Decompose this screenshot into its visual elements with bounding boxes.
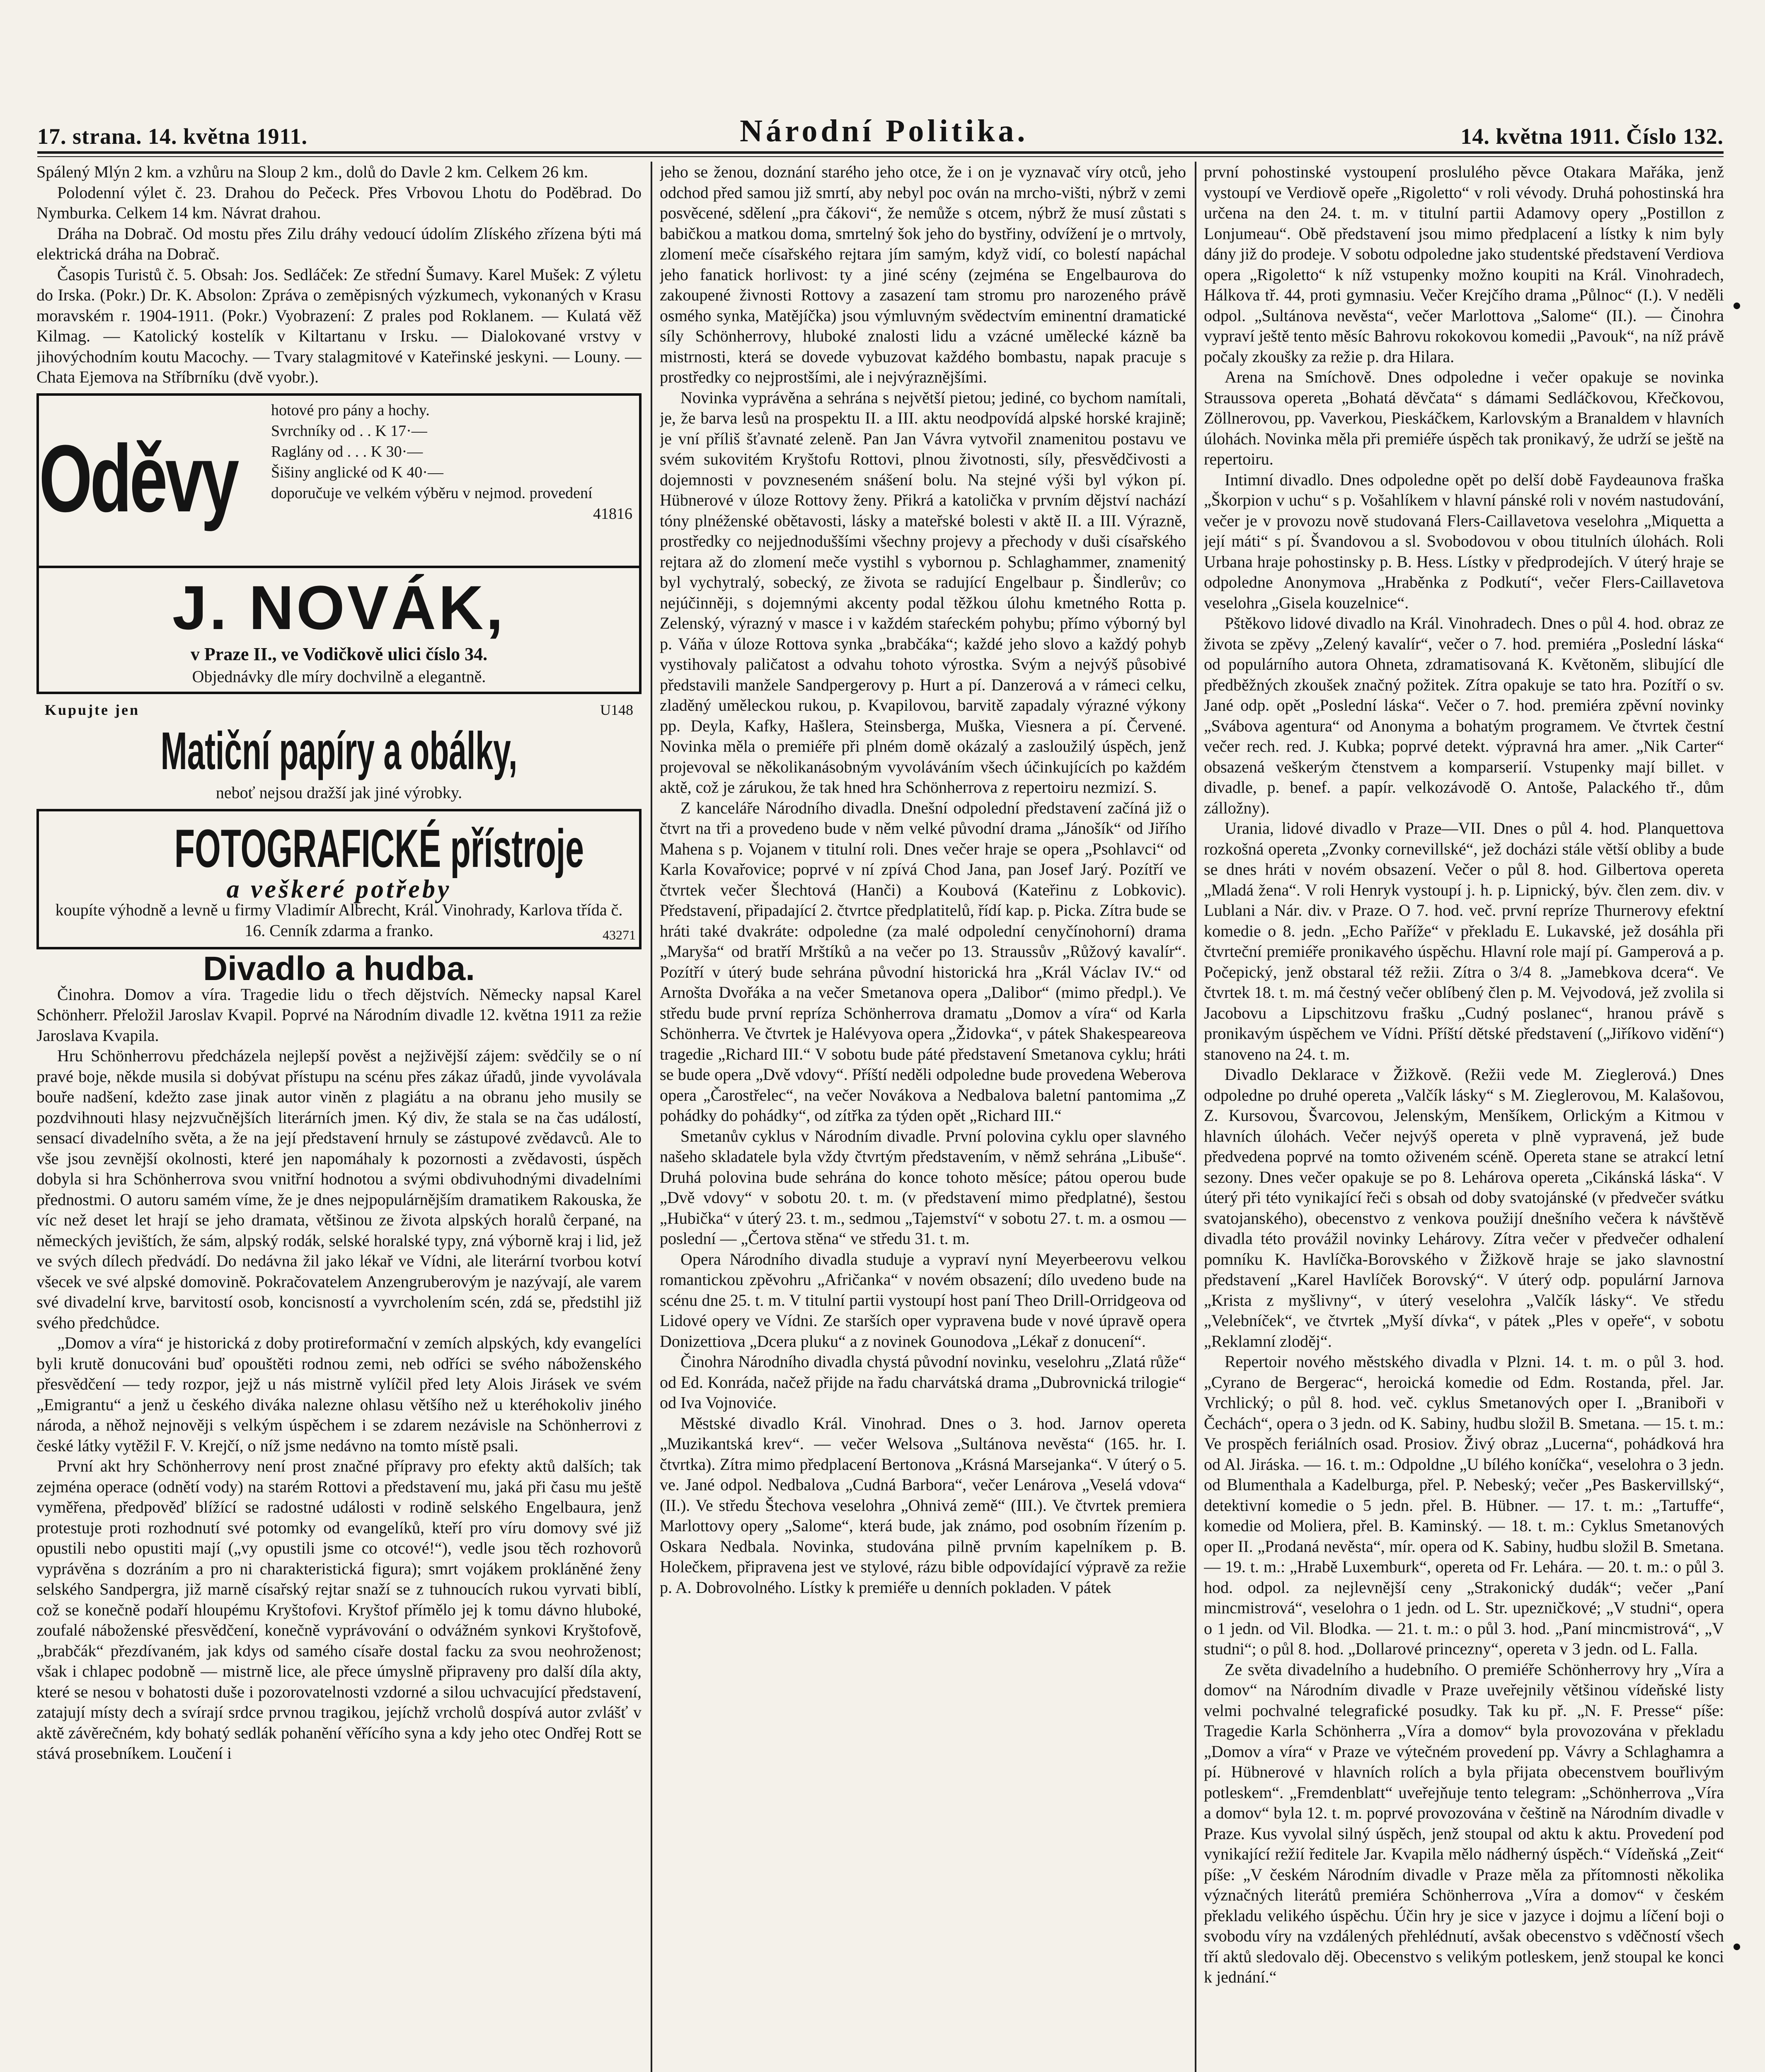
article-paragraph: Repertoir nového městského divadla v Plzni. 14. t. m. o půl 3. hod. „Cyrano de Bergerac“, heroická komedie od Edm. Rostanda, přel. Jar. Vrchlický; o půl 8. hod. več. cyklus Smetanových oper I. „Braniboři v Čechách“, opera o 3 jedn. od K. Sabiny, hudbu složil B. Smetana. — 15. t. m.: Ve prospěch feriálních osad. Prosiov. Živý obraz „Lucerna“, pohádková hra od Al. Jiráska. — 16. t. m.: Odpoldne „U bílého koníčka“, veselohra o 3 jedn. od Blumenthala a Kadelburga, přel. P. Nebeský; večer „Pes Baskervillský“, detektivní komedie o 5 jedn. přel. B. Hübner. — 17. t. m.: „Tartuffe“, komedie od Moliera, přel. B. Kaminský. — 18. t. m.: Cyklus Smetanových oper II. „Prodaná nevěsta“, mír. opera od K. Sabiny, hudbu složil B. Smetana. — 19. t. m.: „Hrabě Luxemburk“, opereta od Fr. Lehára. — 20. t. m.: o půl 3. hod. odpol. za nejlevnější ceny „Strakonický dudák“; večer „Paní mincmistrová“, veselohra o 1 jedn. od L. Str. upezničkové; „V studni“, opera o 1 jedn. od Vil. Blodka. — 21. t. m.: o půl 3. hod. „Paní mincmistrová“, „V studni“; o půl 8. hod. „Dollarové princezny“, opereta v 3 jedn. od L. Falla. — [1204, 1352, 1724, 1658]
article-paragraph: Smetanův cyklus v Národním divadle. První polovina cyklu oper slavného našeho skladatele byla vždy čtvrtým představením, v němž sehrána „Libuše“. Druhá polovina bude sehrána do konce tohoto měsíce; pátou operou bude „Dvě vdovy“ v sobotu 20. t. m. (v představení mimo předplatné), šestou „Hubička“ v úterý 23. t. m., sedmou „Tajemství“ v sobotu 27. t. m. a osmou — poslední — „Čertova stěna“ ve středu 31. t. m. — [660, 1126, 1186, 1248]
header-rule-thin — [37, 156, 1724, 157]
article-paragraph: Městské divadlo Král. Vinohrad. Dnes o 3. hod. Jarnov opereta „Muzikantská krev“. — večer Welsova „Sultánova nevěsta“ (165. hr. I. čtvrtka). Zítra mimo předplacení Bertonova „Krásná Marsejanka“. V úterý o 5. ve. Jané odpol. Nedbalova „Cudná Barbora“, večer Lenárova „Veselá vdova“ (II.). Ve středu Štechova veselohra „Ohnivá země“ (III.). Ve čtvrtek premiera Marlottovy opery „Salome“, která bude, jak známo, pod osobním řízením p. Oskara Nedbala. Novinka, studována pilně prvním kapelníkem p. B. Holečkem, připravena jest ve stylové, rázu bible odpovídající výpravě za režie p. A. Dobrovolného. Lístky k premiéře u denních pokladen. V pátek — [660, 1414, 1186, 1597]
column-separator — [651, 162, 652, 2072]
ad-obalky-number: U148 — [600, 701, 633, 718]
ad-odevy-line: hotové pro pány a hochy. — [271, 401, 430, 419]
article-paragraph: Z kanceláře Národního divadla. Dnešní odpolední představení začíná již o čtvrt na tři a provedeno bude v něm velké původní drama „Jánošík“ od Jiřího Mahena s p. Vojanem v titulní roli. Dnes večer hraje se opera „Psohlavci“ od Karla Kovařovice; poprvé v ní zpívá Chod Jana, pan Josef Jarý. Pozítří ve čtvrtek večer Šlechtová (Hanči) a Koubová (Kateřinu z Lobkovic). Představení, připadající 2. čtvrtce předplatitelů, řídí kap. p. Picka. Zítra bude se hráti také dvakráte: odpoledne (za malé odpolední cenyčínohorní) drama „Maryša“ od bratří Mrštíků a na večer po 13. Straussův „Růžový kavalír“. Pozítří v úterý bude sehrána původní historická hra „Král Václav IV.“ od Arnošta Dvořáka a na večer Smetanova opera „Dalibor“ (mimo předpl.). Ve středu bude první repríza Schönherrova dramatu „Domov a víra“ od Karla Schönherra. Ve čtvrtek je Halévyova opera „Židovka“, v pátek Shakespeareova tragedie „Richard III.“ V sobotu bude páté představení Smetanova cyklu; hráti se bude opera „Dvě vdovy“. Příští neděli odpoledne bude provedena Weberova opera „Čarostřelec“, na večer Novákova a Nedbalova baletní pantomima „Z pohádky do pohádky“, od zítřka za týden opět „Richard III.“ — [660, 798, 1186, 1125]
section-title: Divadlo a hudba. — [203, 950, 475, 988]
ad-obalky-top: Kupujte jen — [45, 701, 140, 718]
article-paragraph: Činohra. Domov a víra. Tragedie lidu o třech dějstvích. Německy napsal Karel Schönherr. Přeložil Jaroslav Kvapil. Poprvé na Národním divadle 12. května 1911 za režie Jaroslava Kvapila. — [36, 985, 642, 1045]
article-paragraph: Hru Schönherrovu předcházela nejlepší pověst a nejživější zájem: svědčily se o ní pravé boje, někde musila si dobývat přístupu na scénu přes zákaz úřadů, jinde vyvolávala bouře nadšení, kdežto zase jinak autor viněn z plagiátu a na obranu jeho musily se pozdvihnouti hlasy nejzvučnějších literárních jmen. Ký div, že stala se na čas událostí, sensací divadelního světa, a že na její představení hrnuly se zástupové zvědavců. Ale to vše jsou zevnější okolnosti, které jen napomáhaly k pozornosti a zvědavosti, úspěch dobyla si hra Schönherrova svou vnitřní hodnotou a svými obdivuhodnými divadelními přednostmi. O autoru samém víme, že je dnes nejpopulárnějším dramatikem Rakouska, že víc než deset let hrají se jeho dramata, většinou ze života alpských horalů čerpané, na německých jevištích, že sám, alpský rodák, selské horalské typy, zná výborně kraj i lid, jež ve svých dílech předvádí. Do nedávna žil jako lékař ve Vídni, ale literární tvorbou kotví všecek ve své alpské domovině. Pokračovatelem Anzengruberovým je nazývají, ale varem své divadelní krve, barvitostí osob, koncisností a vyvrcholením scén, zdá se, předstihl již svého předchůdce. — [36, 1046, 642, 1332]
article-paragraph: Novinka vyprávěna a sehrána s největší pietou; jediné, co bychom namítali, je, že barva lesů na prospektu II. a III. aktu neodpovídá alpské horské krajině; je vní příliš šťavnaté zeleně. Pan Jan Vávra vytvořil znamenitou postavu ve svém sukovitém Kryštofu Rottovi, plnou životnosti, síly, přesvědčivosti a dojemnosti v povzneseném snášení bolu. Na stejné výši byl výkon pí. Hübnerové v úloze Rottovy ženy. Přikrá a katolička v prvním dějství nachází tóny plnéženské obětavosti, lásky a mateřské bolesti v aktě II. a III. Výrazně, prostředky co nejjednoduššími všechny projevy a přechody v duši císařského rejtara až do zlomení meče vystihl s vybornou p. Schlaghammer, znamenitý byl vychytralý, sobecký, ze života se radující Engelbaur p. Šindlerův; co nejúčinněji, s dojemnými akcenty podal těžkou úlohu kmetného Rotta p. Zelenský, výrazný v masce i v každém staŕeckém pohybu; přímo výborný byl p. Váňa v úloze Rottova synka „brabčáka“; každé jeho slovo a každý pohyb vystihovaly paličatost a odvahu tohoto výrostka. Svým a nejvýš působivé představili manžele Sandpergerovy p. Hurt a pí. Danzerová a v rámeci celku, zladěný uměleckou rukou, p. Kvapilovou, barvitě zapadaly výrazné výkony pp. Deyla, Kafky, Hašlera, Steinsberga, Muška, Viesnera a pí. Červené. Novinka měla o premiéře při plném domě okázalý a zasloužilý úspěch, jenž projevoval se několikanásobným vyvoláváním všech účinkujících po každém aktě, což je zárukou, že tak hned hra Schönherrova z repertoiru nezmizí. S. — [660, 388, 1186, 796]
ad-odevy-number: 41816 — [593, 505, 632, 523]
column-2 — [660, 162, 1186, 2072]
header-rule — [37, 151, 1724, 154]
ad-odevy — [36, 393, 642, 694]
ad-foto-subheading: a veškeré potřeby — [226, 875, 452, 903]
article-paragraph: Ze světa divadelního a hudebního. O premiéře Schönherrovy hry „Víra a domov“ na Národním divadle v Praze uveřejnily většinou vídeňské listy velmi pochvalné telegrafické posudky. Tak ku př. „N. F. Presse“ píše: Tragedie Karla Schönherra „Víra a domov“ byla provozována v překladu „Domov a víra“ v Praze ve výtečném provedení pp. Vávry a Schlaghamra a pí. Hübnerové v hlavních rolích a byla přijata obecenstvem bouřlivým potleskem“. „Fremdenblatt“ uveřejňuje tento telegram: „Schönherrova „Víra a domov“ byla 12. t. m. poprvé provozována v češtině na Národním divadle v Praze. Kus vyvolal silný úspěch, jenž stoupal od aktu k aktu. Provedení pod vynikající režií ředitele Jar. Kvapila mělo nádherný úspěch.“ Vídeňská „Zeit“ píše: „V českém Národním divadle v Praze měla za přítomnosti několika význačných literátů premiéra Schönherrova „Víra a domov“ v českém překladu velikého úspěchu. Účin hry je sice v jazyce i dojmu a líčení boji o svobodu víry na vzdálených přehlédnutí, avšak obecenstvo s vděčností všech tří aktů sledovalo děj. Obecenstvo s velikým potleskem, jenž stoupal ke konci k jednání.“ — [1204, 1660, 1724, 1986]
ad-foto-number: 43271 — [603, 927, 636, 942]
column-3 — [1204, 162, 1724, 2072]
column-separator — [1195, 162, 1196, 2072]
page-header — [37, 112, 1724, 149]
ad-odevy-price-list — [271, 396, 639, 566]
trip-line: Dráha na Dobrač. Od mostu přes Zilu dráhy vedoucí údolím Zlíského zřízena býti má elektrická dráha na Dobrač. — [36, 224, 642, 263]
masthead-title: Národní Politika. — [740, 114, 1029, 148]
article-paragraph: Urania, lidové divadlo v Praze—VII. Dnes o půl 4. hod. Planquettova rozkošná opereta „Zvonky cornevillské“, jež docházi stále větší obliby a bude se dnes hráti v novém obsazení. Večer o půl 8. hod. Gilbertova opereta „Mladá žena“. V roli Henryk vystoupí j. h. p. Lipnický, býv. člen zem. div. v Lublani a Nár. div. v Praze. O 7. hod. več. první repríze Thurnerovy efektní komedie o 8. jedn. „Echo Paříže“ v překladu E. Lukavské, jež dosáhla při čtvrteční premiéře pronikavého úspěchu. Hlavní role mají pí. Gamperová a p. Počepický, jenž obstaral též režii. Zítra o 3/4 8. „Jamebkova dcera“. Ve čtvrtek 18. t. m. má čestný večer oblíbený člen p. M. Vejvodová, jež zvolila si Jacobovu a Lipschitzovu frašku „Cudný poslanec“, hranou právě s pronikavým úspěchem ve Vídni. Příští dětské představení („Jiříkovo vidění“) stanoveno na 24. t. m. — [1204, 819, 1724, 1063]
ad-odevy-line: Šišiny anglické od K 40·— — [271, 463, 443, 481]
article-paragraph: Pštěkovo lidové divadlo na Král. Vinohradech. Dnes o půl 4. hod. obraz ze života se zpěvy „Zelený kavalír“, večer o 7. hod. premiéra „Poslední láska“ od populárního autora Ohneta, zdramatisovaná K. Květoněm, slibující dle předběžných zkoušek značný požitek. Zítra opakuje se tato hra. Pozítří o sv. Jané odp. opět „Poslední láska“. Večer o 7. hod. premiéra zpěvní novinky „Svábova agentura“ od Anonyma a bohatým programem. Ve čtvrtek čestní večer rech. red. J. Kubka; poprvé detekt. výpravná hra amer. „Nik Carter“ obsazená veškerým čtenstvem a komparserií. Vstupenky mají billet. v divadle, p. benef. a papír. velkozávodě O. Antoše, Palackého tř., dům zálložny). — [1204, 614, 1724, 817]
ad-obalky-heading: Matiční papíry a obálky, — [160, 721, 518, 781]
trip-line: Polodenní výlet č. 23. Drahou do Pečeck. Přes Vrbovou Lhotu do Poděbrad. Do Nymburka. Celkem 14 km. Návrat drahou. — [36, 183, 642, 222]
margin-mark — [1734, 1944, 1740, 1950]
ad-obalky-bottom: neboť nejsou dražší jak jiné výrobky. — [215, 783, 462, 802]
article-paragraph: Arena na Smíchově. Dnes odpoledne i večer opakuje se novinka Straussova opereta „Bohatá děvčata“ s dámami Sedláčkovou, Křečkovou, Zöllnerovou, pp. Vaverkou, Pieskáčkem, Karlovským a Branaldem v hlavních úlohách. Novinka měla při premiéře úspěch tak pronikavý, že udrží se ještě na repertoiru. — [1204, 368, 1724, 468]
margin-mark — [1734, 303, 1740, 309]
article-paragraph: „Domov a víra“ je historická z doby protireformační v zemích alpských, kdy evangelíci byli krutě donucováni buď opouštěti rodnou zemi, neb odříci se svého náboženského přesvědčení — tedy rozpor, jejž u nás mistrně vylíčil před lety Alois Jirásek ve svém „Emigrantu“ a jenž u českého diváka nalezne ohlasu většího než u kteréhokoliv jiného národa, a něhož nejnověji s velkým úspěchem i se zdarem nezávisle na Schönherrovi z české látky vytěžil F. V. Krejčí, o níž jsme nedávno na tomto místě psali. — [36, 1334, 642, 1455]
ad-odevy-line: doporučuje ve velkém výběru v nejmod. provedení — [271, 484, 593, 502]
article-paragraph: Činohra Národního divadla chystá původní novinku, veselohru „Zlatá růže“ od Ed. Konráda, načež přijde na řadu charvátská drama „Dubrovnická trilogie“ od Iva Vojnoviće. — [660, 1352, 1186, 1412]
trip-line: Spálený Mlýn 2 km. a vzhůru na Sloup 2 km., dolů do Davle 2 km. Celkem 26 km. — [36, 162, 588, 181]
trip-line: Časopis Turistů č. 5. Obsah: Jos. Sedláček: Ze střední Šumavy. Karel Mušek: Z výletu do Irska. (Pokr.) Dr. K. Absolon: Zpráva o zeměpisných výzkumech, vykonaných v Krasu moravském r. 1904-1911. (Pokr.) Vyobrazení: Z prales pod Roklanem. — Kulatá věž Kilmag. — Katolický kostelík v Kiltartanu v Irsku. — Dialokované vrstvy v jihovýchodním koutu Macochy. — Tvary stalagmitové v Kateřinské jeskyni. — Louny. — Chata Ejemova na Stříbrníku (dvě vyobr.). — [36, 265, 642, 386]
column-1 — [36, 162, 642, 2072]
article-paragraph: jeho se ženou, doznání starého jeho otce, že i on je vyznavač víry otců, jeho odchod před samou již smrtí, aby nebyl poc ován na mrcho-višti, nýbrž v zemi posvěcené, sdělení „pra čákovi“, že nemůže s otcem, nýbrž že musí zůstati s babičkou a matkou doma, smrtelný šok jeho do bystřiny, odvížení je o mrtvoly, zlomení meče císařského rejtara jím samým, když vidí, co bolestí napáchal jeho fanatick horlivost: ty a jiné scény (zejména se Engelbaurova do zakoupené živnosti Rottovy a zasazení tam stromu pro narozeného právě osmého synka, Matějíčka) jsou výmluvným svědectvím eminentní dramatické síly Schönherrovy, hluboké znalosti lidu a vzácné umělecké kázně ba mistrnosti, která se dovede vybuzovat každého bombastu, napak pracuje s prostředky co nejprostšími, ale i nejvýraznějšími. — [660, 162, 1186, 386]
ad-foto-text: koupíte výhodně a levně u firmy Vladimír Albrecht, Král. Vinohrady, Karlova třída č. 16. Cenník zdarma a franko. — [55, 900, 623, 940]
ad-odevy-company: J. NOVÁK, — [172, 572, 506, 642]
ad-odevy-address: v Praze II., ve Vodičkově ulici číslo 34. — [190, 644, 488, 664]
ad-odevy-line: Raglány od . . . K 30·— — [271, 443, 423, 460]
ad-odevy-orders: Objednávky dle míry dochvilně a elegantně. — [192, 667, 486, 686]
header-page-date: 17. strana. 14. května 1911. — [37, 124, 308, 149]
article-paragraph: Intimní divadlo. Dnes odpoledne opět po delší době Faydeaunova fraška „Škorpion v uchu“ s p. Vošahlíkem v hlavní pánské roli v novém nastudování, večer je v provozu nově studovaná Flers-Caillavetova veselohra „Miquetta a její máti“ s pí. Švandovou a sl. Svobodovou v obou titulních úlohách. Roli Urbana hraje pohostinsky p. B. Hess. Lístky v předprodejích. V úterý hraje se odpoledne Anonymova „Hraběnka z Podkutí“, večer Flers-Caillavetova veselohra „Gisela kouzelnice“. — [1204, 470, 1724, 612]
article-paragraph: První akt hry Schönherrovy není prost značné přípravy pro efekty aktů dalších; tak zejména operace (odnětí vody) na starém Rottovi a představení mu, jaká při času mu ještě vyměřena, předpověď blížící se radostné události v rodině selského Engelbaura, jenž protestuje proti rozhodnutí své potomky od evangelíků, kteří pro víru domovy své již opustili nebo opustiti mají („vy opustili jsme co otcové!“), vedle jsou těch rozhovorů vyprávěna s dozráním a pro ni charakteristická figura); smrt vojákem prokláněné ženy selského Sandpergra, již marně císařský rejtar snaží se z tuhnoucích rukou vyrvati biblí, což se konečně podaří hloupému Kryštofovi. Kryštof přímělo jej k tomu dávno hluboké, zoufalé náboženské přesvědčení, konečně vyprávování o odvážném synkovi Kryštofově, „brabčák“ přezdívaném, jak kdys od samého císaře dostal facku za svou neohroženost; však i chlapec podobně — mistrně lice, ale přece úmyslně připraveny pro další díla akty, které se nesou v bohatosti duše i pozorovatelnosti vzdorné a silou uchvacující představení, zatajují místy dech a svírají srdce prvnou tragikou, jejíchž vrcholů dospívá autor zvlášť v aktě závěrečném, kdy bohatý sedlák pohanění věřícího syna a kdy jeho otec Ondřej Rott se stává prosebníkem. Loučení i — [36, 1457, 642, 1762]
ad-foto — [36, 809, 642, 950]
ad-odevy-line: Svrchníky od . . K 17·— — [271, 422, 427, 440]
article-paragraph: Opera Národního divadla studuje a vypraví nyní Meyerbeerovu velkou romantickou zpěvohru „Afričanka“ v novém obsazení; dílo uvedeno bude na scénu dne 25. t. m. V titulní partii vystoupí host paní Theo Drill-Orridgeova od Lidové opery ve Vídni. Ze starších oper vypravena bude v nové úpravě opera Donizettiova „Dcera pluku“ a z novinek Gounodova „Lékař z donucení“. — [660, 1249, 1186, 1351]
ad-obalky — [36, 700, 642, 803]
article-paragraph: Divadlo Deklarace v Žižkově. (Režii vede M. Zieglerová.) Dnes odpoledne po druhé opereta „Valčík lásky“ s M. Zieglerovou, M. Kalašovou, Z. Kursovou, Švarcovou, Jelenským, Menšíkem, Orlickým a Kitmou v hlavních úlohách. Večer nejvýš opereta v plně vypravená, jež bude předvedena poprvé na tomto oživeném scéně. Opereta stane se atrakcí letní sezony. Dnes večer opakuje se po 8. Lehárova opereta „Cikánská láska“. V úterý při této vynikající řeči s obsah od doby svatojánské (v předvečer svátku svatojanského), obecenstvo z venkova použijí dnešního večera k návštěvě divadla této provážil novinky Lehárovy. Zítra večer v předvečer odhalení pomníku K. Havlíčka-Borovského v Žižkově hraje se jako slavnostní představení „Karel Havlíček Borovský“. V úterý odp. populární Jarnova „Krista z myšlivny“, v úterý veselohra „Valčík lásky“. Ve středu „Velebníček“, ve čtvrtek „Myší dívka“, v pátek „Ples v opeře“, v sobotu „Reklamní zloděj“. — [1204, 1065, 1724, 1351]
header-date-issue: 14. května 1911. Číslo 132. — [1460, 124, 1724, 149]
ad-foto-heading: FOTOGRAFICKÉ přístroje — [174, 818, 584, 879]
ad-odevy-heading: Oděvy — [39, 425, 237, 532]
article-paragraph: první pohostinské vystoupení proslulého pěvce Otakara Mařáka, jenž vystoupí ve Verdiově opeře „Rigoletto“ v roli vévody. Druhá pohostinská hra určena na den 24. t. m. v titulní partii Adamovy opery „Postillon z Lonjumeau“. Obě představení jsou mimo předplacení a lístky k nim byly dány již do prodeje. V sobotu odpoledne jako studentské představení Verdiova opera „Rigoletto“ k níž vstupenky možno koupiti na Král. Vinohradech, Hálkova tř. 44, proti gymnasiu. Večer Krejčího drama „Půlnoc“ (I.). V neděli odpol. „Sultánova nevěsta“, večer Marlottova „Salome“ (II.). — Činohra vypraví ještě tento měsíc Bahrovu rokokovou komedii „Pavouk“, na níž právě počaly zkoušky za režie p. dra Hilara. — [1204, 162, 1724, 366]
